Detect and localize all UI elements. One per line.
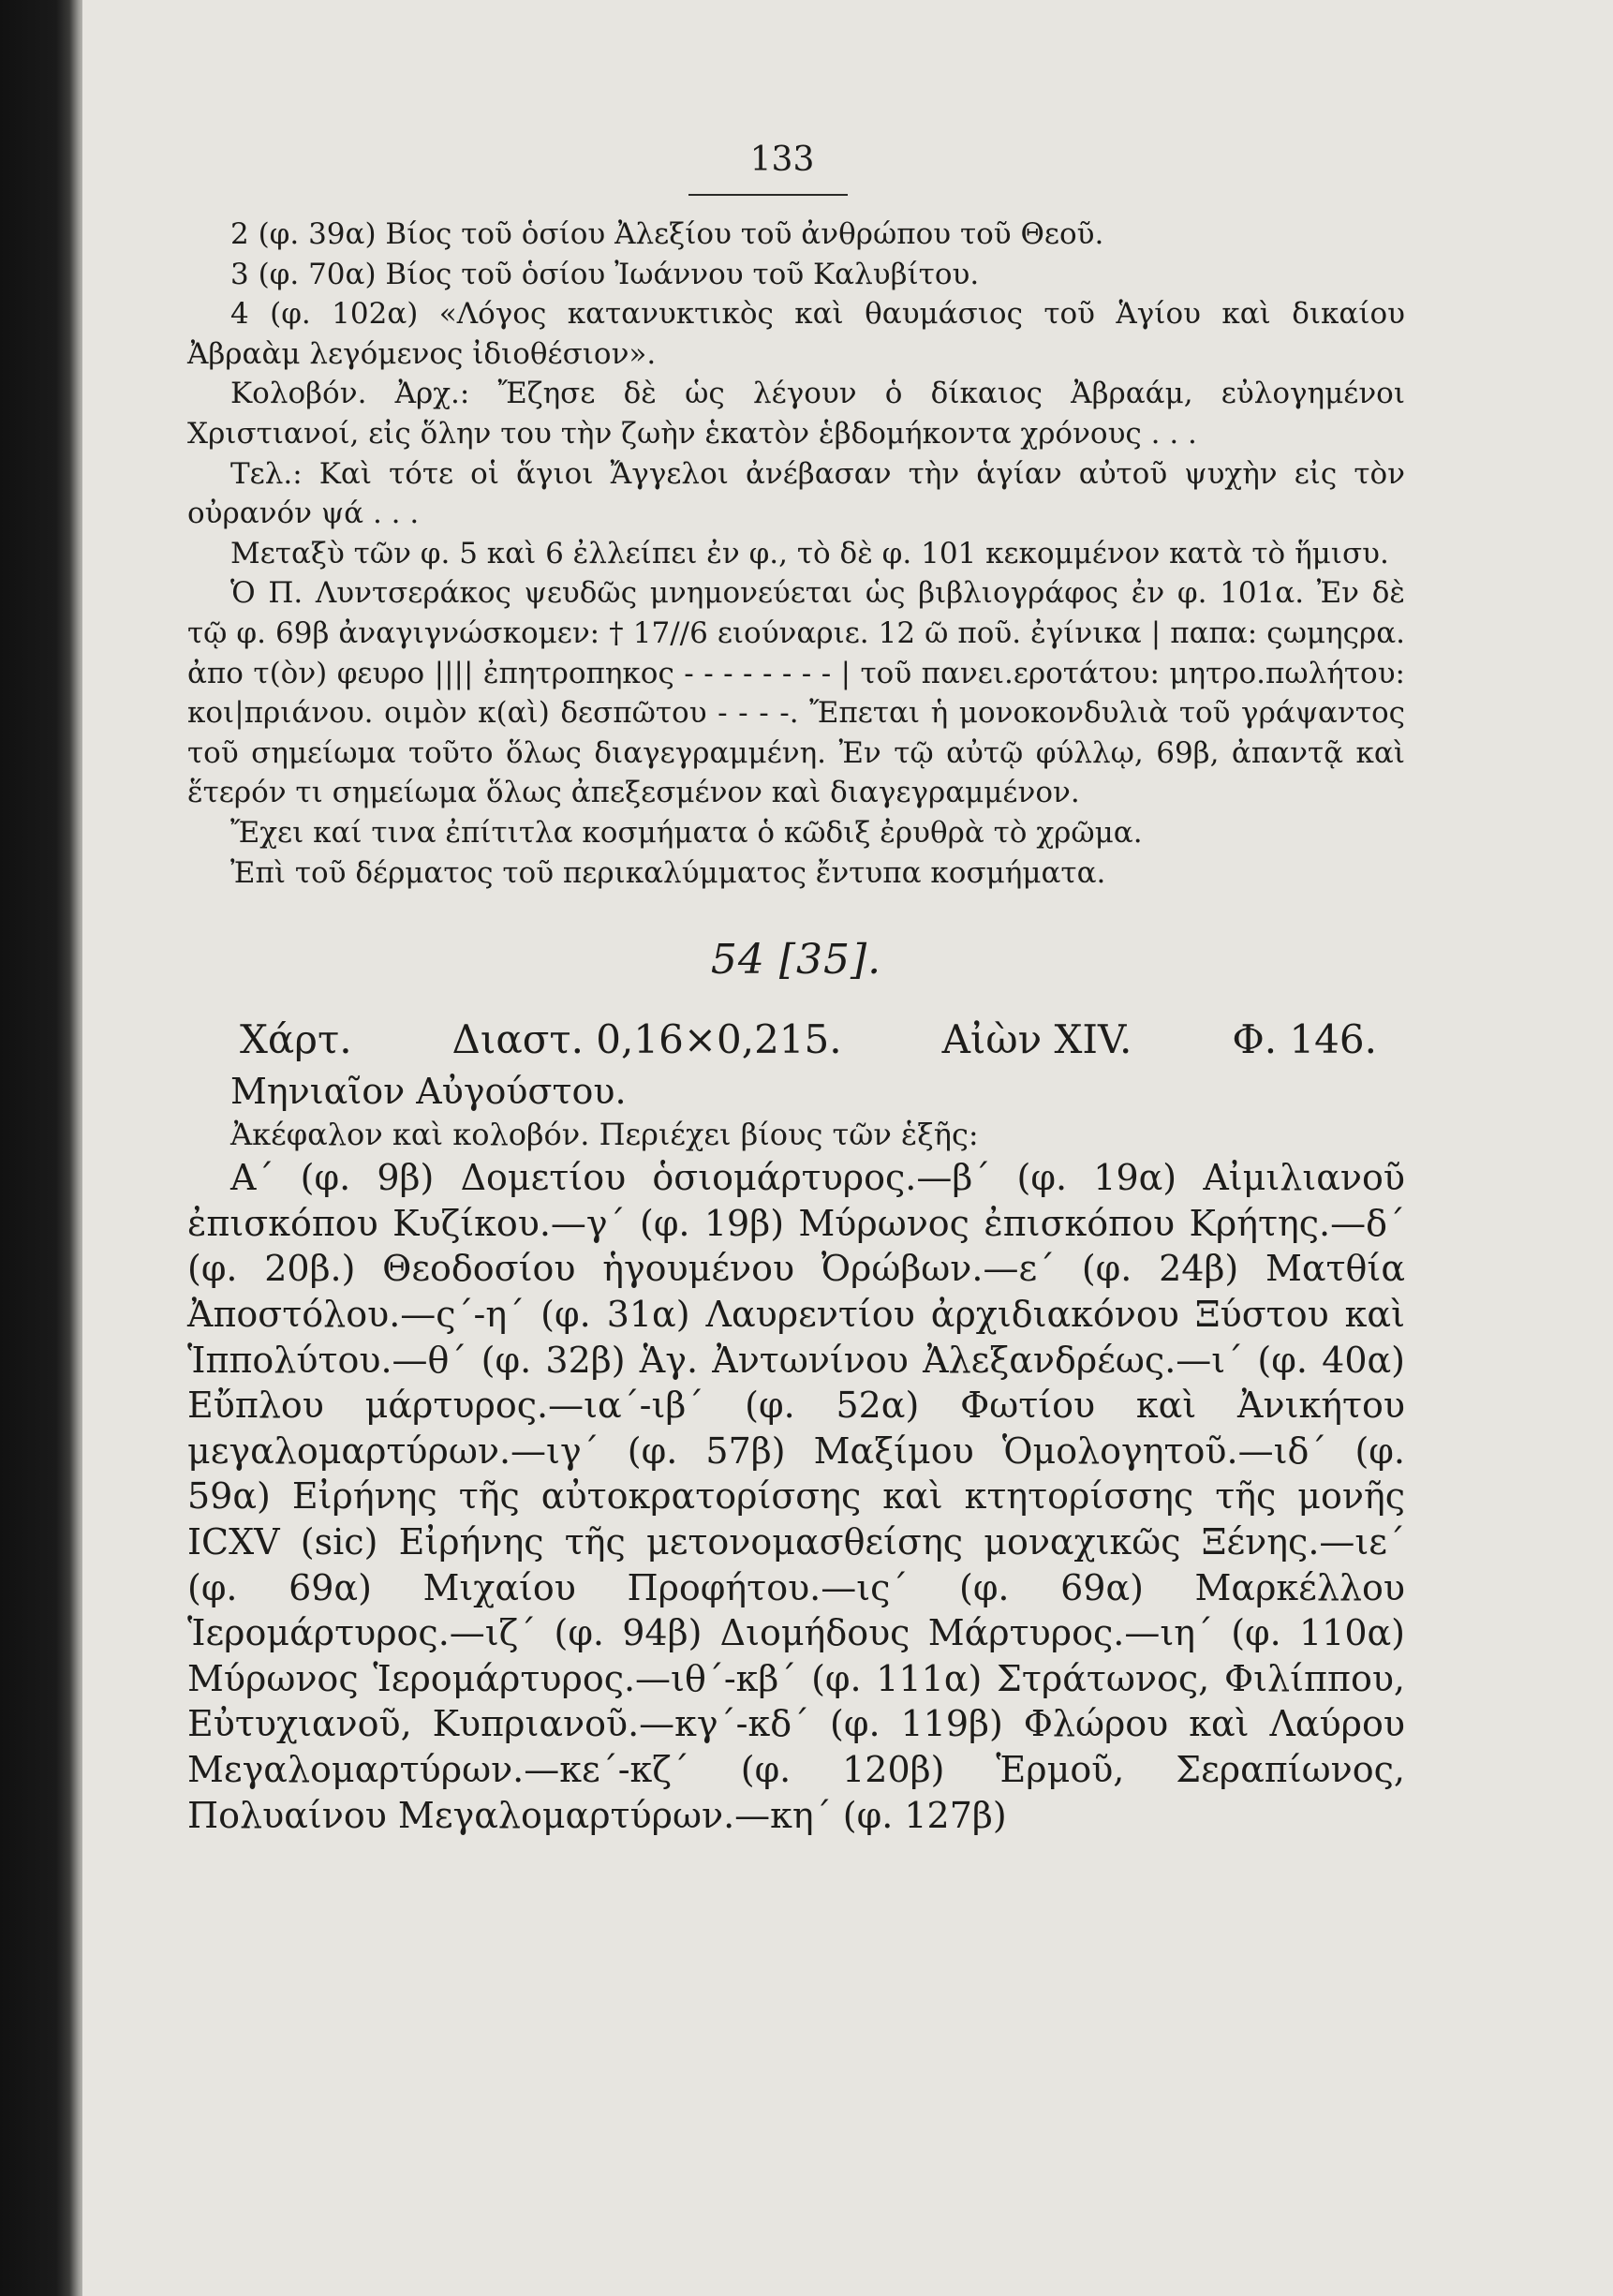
previous-manuscript-section xyxy=(187,215,1405,893)
entry-2: 2 (φ. 39α) Βίος τοῦ ὁσίου Ἀλεξίου τοῦ ἀνθρώπου τοῦ Θεοῦ. xyxy=(230,217,1104,251)
incipit: Κολοβόν. Ἀρχ.: Ἔζησε δὲ ὡς λέγουν ὁ δίκαιος Ἀβραάμ, εὐλογημένοι Χριστιανοί, εἰς ὅλην του τὴν ζωὴν ἑκατὸν ἑβδομήκοντα χρόνους . . . xyxy=(187,377,1405,451)
page xyxy=(187,141,1405,1838)
material: Χάρτ. xyxy=(240,1016,352,1063)
scribe-note: Ὁ Π. Λυντσεράκος ψευδῶς μνημονεύεται ὡς βιβλιογράφος ἐν φ. 101α. Ἐν δὲ τῷ φ. 69β ἀναγιγνώσκομεν: † 17//6 ειούναριε. 12 ῶ ποῦ. ἐγίνικα | παπα: ςωμηςρα. ἀπο τ(ὸν) φευρο |||| ἐπητροπηκος - - - - - - - - | τοῦ πανει.εροτάτου: μητρο.πωλήτου: κοι|πριάνου. οιμὸν κ(αὶ) δεσπῶτου - - - -. Ἔπεται ἡ μονοκονδυλιὰ τοῦ γράψαντος τοῦ σημείωμα τοῦτο ὅλως διαγεγραμμένη. Ἐν τῷ αὐτῷ φύλλῳ, 69β, ἀπαντᾷ καὶ ἕτερόν τι σημείωμα ὅλως ἀπεξεσμένον καὶ διαγεγραμμένον. xyxy=(187,576,1405,810)
contents-list: Α´ (φ. 9β) Δομετίου ὁσιομάρτυρος.—β´ (φ. 19α) Αἰμιλιανοῦ ἐπισκόπου Κυζίκου.—γ´ (φ. 19β) Μύρωνος ἐπισκόπου Κρήτης.—δ´ (φ. 20β.) Θεοδοσίου ἡγουμένου Ὀρώβων.—ε´ (φ. 24β) Ματθία Ἀποστόλου.—ς´-η´ (φ. 31α) Λαυρεντίου ἀρχιδιακόνου Ξύστου καὶ Ἱππολύτου.—θ´ (φ. 32β) Ἁγ. Ἀντωνίνου Ἀλεξανδρέως.—ι´ (φ. 40α) Εὔπλου μάρτυρος.—ια´-ιβ´ (φ. 52α) Φωτίου καὶ Ἀνικήτου μεγαλομαρτύρων.—ιγ´ (φ. 57β) Μαξίμου Ὁμολογητοῦ.—ιδ´ (φ. 59α) Εἰρήνης τῆς αὐτοκρατορίσσης καὶ κτητορίσσης τῆς μονῆς ICXV (sic) Εἰρήνης τῆς μετονομασθείσης μοναχικῶς Ξένης.—ιε´ (φ. 69α) Μιχαίου Προφήτου.—ις´ (φ. 69α) Μαρκέλλου Ἱερομάρτυρος.—ιζ´ (φ. 94β) Διομήδους Μάρτυρος.—ιη´ (φ. 110α) Μύρωνος Ἱερομάρτυρος.—ιθ´-κβ´ (φ. 111α) Στράτωνος, Φιλίππου, Εὐτυχιανοῦ, Κυπριανοῦ.—κγ´-κδ´ (φ. 119β) Φλώρου καὶ Λαύρου Μεγαλομαρτύρων.—κε´-κζ´ (φ. 120β) Ἑρμοῦ, Σεραπίωνος, Πολυαίνου Μεγαλομαρτύρων.—κη´ (φ. 127β) xyxy=(187,1157,1405,1836)
book-binding-shadow xyxy=(0,0,82,2296)
ornament-note: Ἔχει καί τινα ἐπίτιτλα κοσμήματα ὁ κῶδιξ ἐρυθρὰ τὸ χρῶμα. xyxy=(230,815,1143,850)
century: Αἰὼν XIV. xyxy=(941,1016,1132,1063)
explicit: Τελ.: Καὶ τότε οἱ ἅγιοι Ἄγγελοι ἀνέβασαν τὴν ἁγίαν αὐτοῦ ψυχὴν εἰς τὸν οὐρανόν ψά . . . xyxy=(187,456,1405,531)
manuscript-title: Μηνιαῖον Αὐγούστου. xyxy=(230,1070,627,1112)
page-number-rule xyxy=(688,194,848,196)
physical-description xyxy=(187,1017,1405,1063)
binding-note: Ἐπὶ τοῦ δέρματος τοῦ περικαλύμματος ἔντυπα κοσμήματα. xyxy=(230,855,1106,890)
manuscript-heading: 54 [35]. xyxy=(710,936,882,985)
lacuna-note: Μεταξὺ τῶν φ. 5 καὶ 6 ἐλλείπει ἐν φ., τὸ δὲ φ. 101 κεκομμένον κατὰ τὸ ἥμισυ. xyxy=(230,536,1389,570)
dimensions: Διαστ. 0,16×0,215. xyxy=(451,1016,842,1063)
condition-note: Ἀκέφαλον καὶ κολοβόν. Περιέχει βίους τῶν ἑξῆς: xyxy=(230,1117,979,1153)
folio-count: Φ. 146. xyxy=(1232,1016,1377,1063)
entry-4: 4 (φ. 102α) «Λόγος κατανυκτικὸς καὶ θαυμάσιος τοῦ Ἁγίου καὶ δικαίου Ἀβραὰμ λεγόμενος ἰδιοθέσιον». xyxy=(187,297,1405,371)
page-number: 133 xyxy=(749,141,815,179)
entry-3: 3 (φ. 70α) Βίος τοῦ ὁσίου Ἰωάννου τοῦ Καλυβίτου. xyxy=(230,257,980,291)
manuscript-54-section xyxy=(187,1017,1405,1838)
